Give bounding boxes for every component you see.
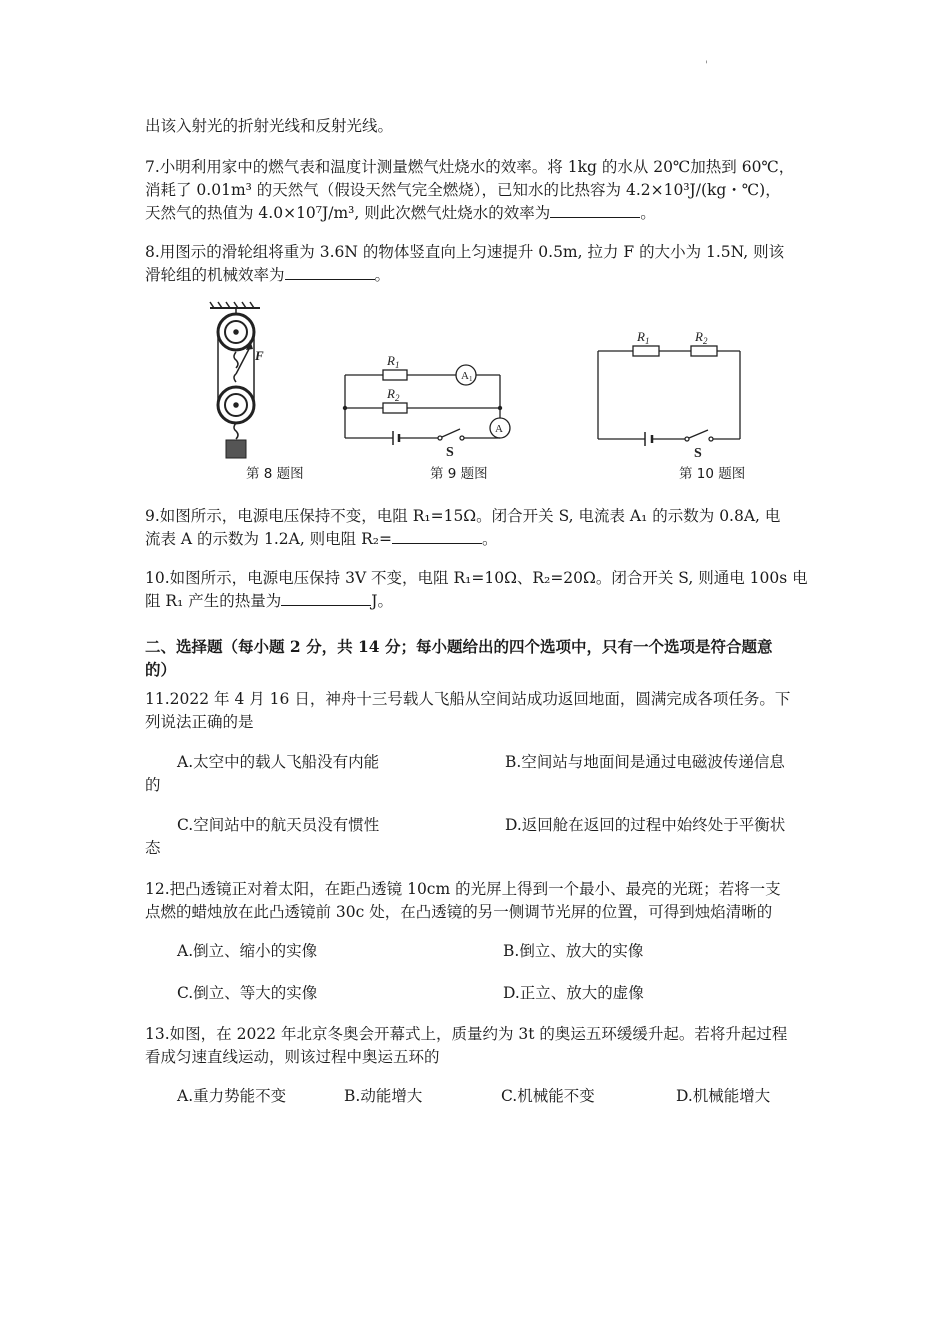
svg-text:R1: [636, 329, 649, 346]
q7-answer-blank[interactable]: [550, 202, 640, 218]
q13-option-b[interactable]: B.动能增大: [344, 1087, 423, 1105]
fig10-r1-label: R: [637, 329, 645, 344]
fig8-caption: 第 8 题图: [246, 466, 304, 482]
q9-line2-text: 流表 A 的示数为 1.2A, 则电阻 R₂=: [145, 530, 392, 548]
q7-line3-text: 天然气的热值为 4.0×10⁷J/m³, 则此次燃气灶烧水的效率为: [145, 204, 551, 222]
q9-line1: 9.如图所示，电源电压保持不变，电阻 R₁=15Ω。闭合开关 S, 电流表 A₁ 的示数为 0.8A, 电: [145, 507, 781, 525]
fig9-circuit-diagram: [340, 345, 520, 460]
q11-option-b-wrap: 的: [145, 776, 161, 794]
q7-line3-end: 。: [640, 204, 656, 222]
q8-line1: 8.用图示的滑轮组将重为 3.6N 的物体竖直向上匀速提升 0.5m, 拉力 F 的大小为 1.5N, 则该: [145, 243, 785, 261]
fig9-switch-label: S: [446, 445, 454, 460]
fig10-switch-label: S: [694, 446, 702, 461]
q11-line1: 11.2022 年 4 月 16 日，神舟十三号载人飞船从空间站成功返回地面，圆满完成各项任务。下: [145, 690, 791, 708]
fig10-r2-label: R: [695, 329, 703, 344]
q12-option-d[interactable]: D.正立、放大的虚像: [503, 984, 644, 1002]
fig9-caption: 第 9 题图: [430, 466, 488, 482]
q6-tail: 出该入射光的折射光线和反射光线。: [145, 117, 394, 135]
svg-text:A1: [461, 370, 473, 383]
q11-option-c[interactable]: C.空间站中的航天员没有惯性: [177, 816, 380, 834]
q8-line2-text: 滑轮组的机械效率为: [145, 266, 285, 284]
q11-option-d[interactable]: D.返回舱在返回的过程中始终处于平衡状: [505, 816, 786, 834]
fig9-ammeter-label: A: [495, 423, 503, 435]
fig10-caption: 第 10 题图: [679, 466, 746, 482]
q12-line1: 12.把凸透镜正对着太阳，在距凸透镜 10cm 的光屏上得到一个最小、最亮的光斑；若将一支: [145, 880, 781, 898]
q11-option-d-wrap: 态: [145, 839, 161, 857]
q10-line2-text: 阻 R₁ 产生的热量为: [145, 592, 282, 610]
fig9-r2-label: R: [387, 386, 395, 401]
q11-option-b[interactable]: B.空间站与地面间是通过电磁波传递信息: [505, 753, 785, 771]
section2-heading-line2: 的）: [145, 660, 177, 679]
fig9-r1-sub: 1: [394, 360, 400, 370]
q13-option-c[interactable]: C.机械能不变: [501, 1087, 595, 1105]
header-mark: ': [705, 60, 708, 71]
q7-line3: [145, 202, 656, 224]
q7-line1: 7.小明利用家中的燃气表和温度计测量燃气灶烧水的效率。将 1kg 的水从 20℃加热到 60℃，: [145, 158, 795, 176]
fig10-circuit-diagram: [595, 325, 745, 461]
q11-option-a[interactable]: A.太空中的载人飞船没有内能: [177, 753, 380, 771]
q10-line2: [145, 590, 393, 612]
q13-line2: 看成匀速直线运动，则该过程中奥运五环的: [145, 1048, 440, 1066]
q13-option-a[interactable]: A.重力势能不变: [177, 1087, 287, 1105]
svg-text:R1: [386, 353, 399, 370]
q8-answer-blank[interactable]: [285, 264, 375, 280]
fig9-r1-label: R: [387, 353, 395, 368]
q8-line2-end: 。: [374, 266, 391, 284]
fig8-pulley-diagram: [200, 300, 280, 465]
section2-heading-line1: 二、选择题（每小题 2 分，共 14 分；每小题给出的四个选项中，只有一个选项是符合题意: [145, 637, 773, 656]
fig9-r2-sub: 2: [394, 393, 400, 403]
force-label: F: [255, 348, 264, 363]
q12-option-b[interactable]: B.倒立、放大的实像: [503, 942, 644, 960]
svg-text:R2: [694, 329, 708, 346]
q8-line2: [145, 264, 390, 286]
q13-line1: 13.如图，在 2022 年北京冬奥会开幕式上，质量约为 3t 的奥运五环缓缓升起。若将升起过程: [145, 1025, 788, 1043]
fig9-ammeter1-sub: 1: [468, 375, 473, 383]
q9-answer-blank[interactable]: [392, 528, 482, 544]
fig10-r2-sub: 2: [702, 336, 708, 346]
q12-option-a[interactable]: A.倒立、缩小的实像: [177, 942, 318, 960]
q13-option-d[interactable]: D.机械能增大: [676, 1087, 771, 1105]
q7-line2: 消耗了 0.01m³ 的天然气（假设天然气完全燃烧），已知水的比热容为 4.2×10³J/(kg・℃)，: [145, 181, 781, 199]
svg-text:R2: [386, 386, 400, 403]
fig10-r1-sub: 1: [644, 336, 650, 346]
q10-line2-end: J。: [371, 592, 393, 610]
q12-option-c[interactable]: C.倒立、等大的实像: [177, 984, 318, 1002]
q9-line2: [145, 528, 498, 550]
q9-line2-end: 。: [481, 530, 498, 548]
q10-line1: 10.如图所示，电源电压保持 3V 不变，电阻 R₁=10Ω、R₂=20Ω。闭合开关 S, 则通电 100s 电: [145, 569, 808, 587]
q10-answer-blank[interactable]: [281, 590, 371, 606]
fig9-ammeter1-label: A: [461, 370, 469, 382]
q11-line2: 列说法正确的是: [145, 713, 254, 731]
q12-line2: 点燃的蜡烛放在此凸透镜前 30c 处，在凸透镜的另一侧调节光屏的位置，可得到烛焰清晰的: [145, 903, 773, 921]
